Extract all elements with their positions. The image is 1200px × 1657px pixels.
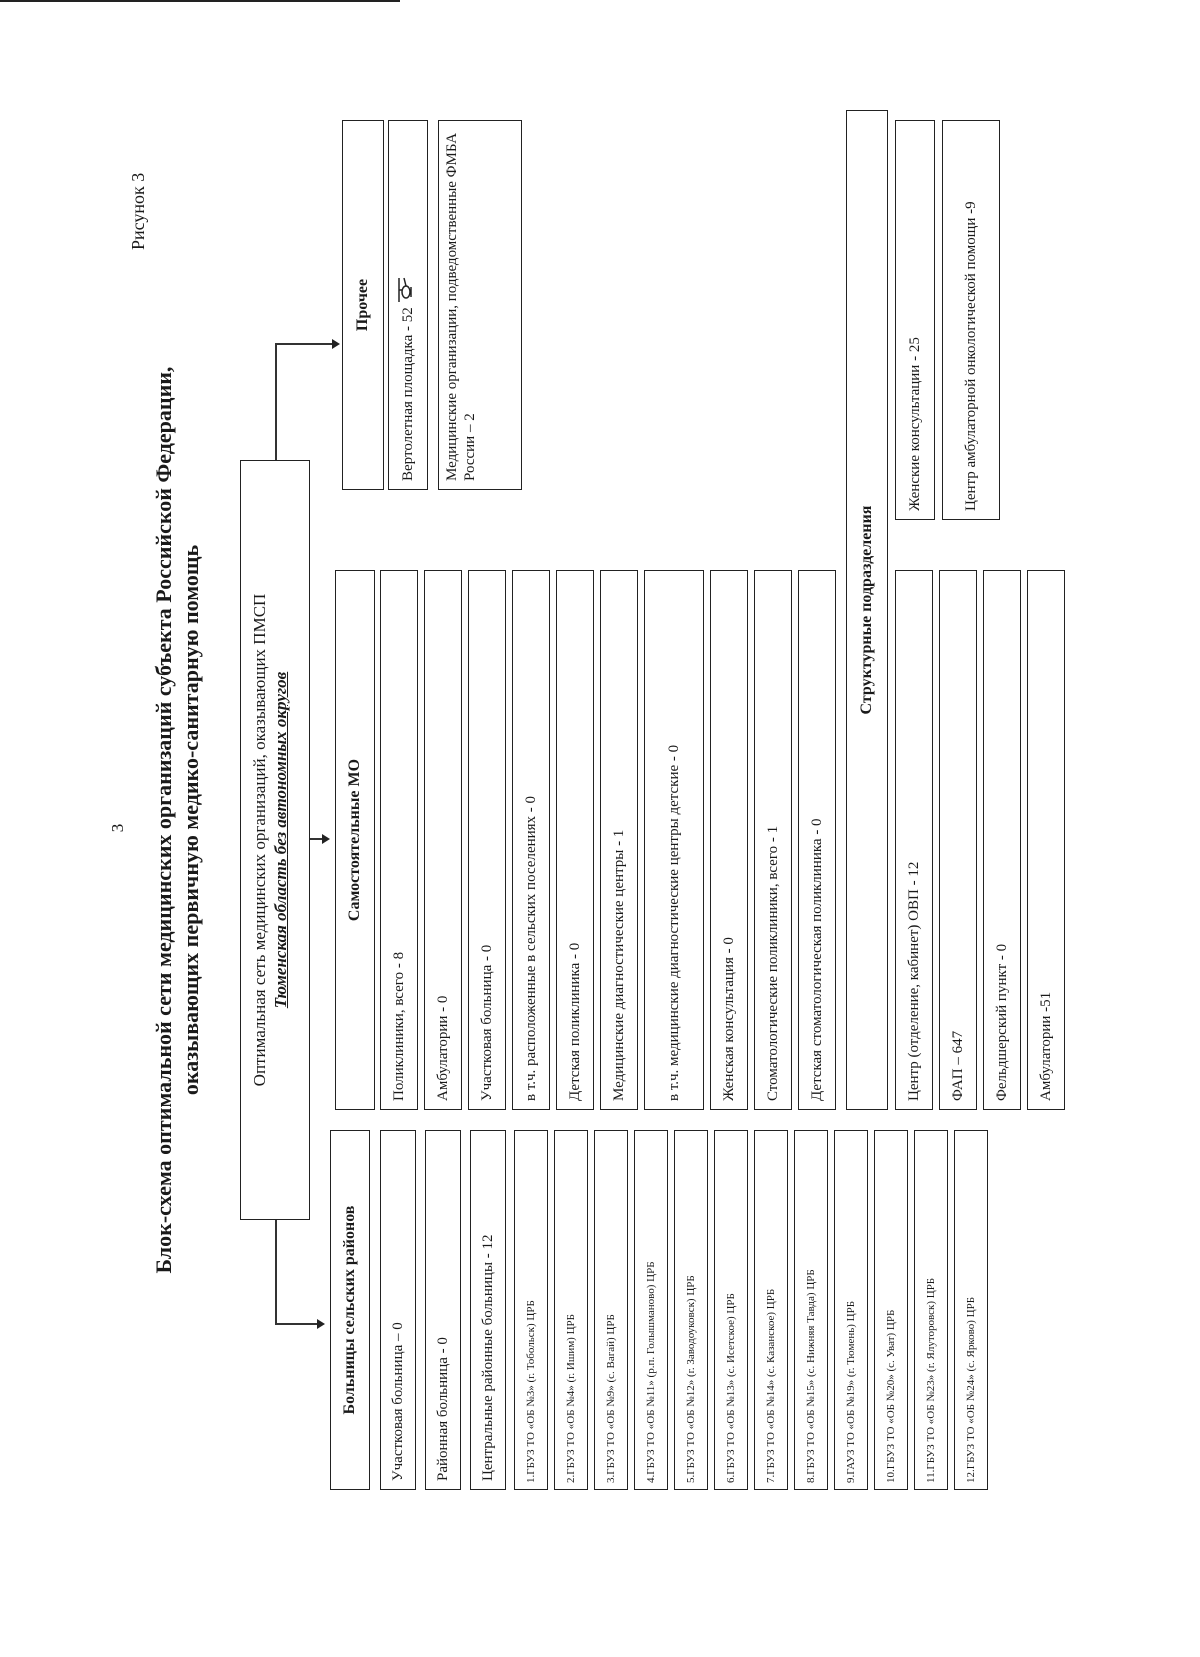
col1-item: Районная больница - 0 — [425, 1130, 461, 1490]
col3-struct-item: Женские консультации - 25 — [895, 120, 935, 520]
col2-item: Детская стоматологическая поликлиника - 0 — [798, 570, 836, 1110]
crb-item: 5.ГБУЗ ТО «ОБ №12» (г. Заводоуковск) ЦРБ — [674, 1130, 708, 1490]
crb-item: 2.ГБУЗ ТО «ОБ №4» (г. Ишим) ЦРБ — [554, 1130, 588, 1490]
heliport-label: Вертолетная площадка - 52 — [400, 307, 416, 481]
crb-item: 6.ГБУЗ ТО «ОБ №13» (с. Исетское) ЦРБ — [714, 1130, 748, 1490]
connector-left-v — [275, 1324, 320, 1326]
crb-item: 4.ГБУЗ ТО «ОБ №11» (р.п. Голышманово) ЦРБ — [634, 1130, 668, 1490]
root-region: Тюменская область — [271, 858, 290, 1009]
page-number: 3 — [108, 823, 127, 833]
col2-header: Самостоятельные МО — [335, 570, 375, 1110]
root-region-qualifier: без автономных округов — [271, 671, 290, 855]
arrow-col1 — [317, 1319, 325, 1329]
helicopter-icon — [397, 277, 419, 303]
crb-item: 10.ГБУЗ ТО «ОБ №20» (с. Уват) ЦРБ — [874, 1130, 908, 1490]
figure-label: Рисунок 3 — [128, 172, 148, 250]
top-rule — [0, 0, 400, 2]
crb-item: 9.ГАУЗ ТО «ОБ №19» (г. Тюмень) ЦРБ — [834, 1130, 868, 1490]
struct-header: Структурные подразделения — [846, 110, 888, 1110]
col2-item: в т.ч. медицинские диагностические центры детские - 0 — [644, 570, 704, 1110]
struct-item: ФАП – 647 — [939, 570, 977, 1110]
col2-item: Женская консультация - 0 — [710, 570, 748, 1110]
crb-item: 3.ГБУЗ ТО «ОБ №9» (с. Вагай) ЦРБ — [594, 1130, 628, 1490]
col2-item: Поликлиники, всего - 8 — [380, 570, 418, 1110]
diagram-title — [150, 150, 204, 1490]
connector-right-h — [275, 345, 277, 460]
title-line-1: Блок-схема оптимальной сети медицинских организаций субъекта Российской Федерации, — [151, 366, 176, 1274]
col2-item: в т.ч. расположенные в сельских поселениях - 0 — [512, 570, 550, 1110]
crb-item: 1.ГБУЗ ТО «ОБ №3» (г. Тобольск) ЦРБ — [514, 1130, 548, 1490]
struct-item: Амбулатории -51 — [1027, 570, 1065, 1110]
col2-item: Стоматологические поликлиники, всего - 1 — [754, 570, 792, 1110]
title-line-2: оказывающих первичную медико-санитарную помощь — [178, 544, 203, 1096]
col3-header: Прочее — [342, 120, 384, 490]
crb-item: 8.ГБУЗ ТО «ОБ №15» (с. Нижняя Тавда) ЦРБ — [794, 1130, 828, 1490]
crb-item: 11.ГБУЗ ТО «ОБ №23» (г. Ялуторовск) ЦРБ — [914, 1130, 948, 1490]
col2-item: Медицинские диагностические центры - 1 — [600, 570, 638, 1110]
diagram-canvas — [120, 90, 1180, 1530]
col2-item: Участковая больница - 0 — [468, 570, 506, 1110]
connector-left-h — [275, 1220, 277, 1325]
col2-item: Детская поликлиника - 0 — [556, 570, 594, 1110]
col3-item — [388, 120, 428, 490]
col2-item: Амбулатории - 0 — [424, 570, 462, 1110]
struct-item: Центр (отделение, кабинет) ОВП - 12 — [895, 570, 933, 1110]
col3-struct-item: Центр амбулаторной онкологической помощи -9 — [942, 120, 1000, 520]
root-box — [240, 460, 310, 1220]
root-line-1: Оптимальная сеть медицинских организаций, оказывающих ПМСП — [250, 593, 269, 1087]
arrow-col3 — [332, 339, 340, 349]
col1-item: Центральные районные больницы - 12 — [470, 1130, 506, 1490]
crb-item: 7.ГБУЗ ТО «ОБ №14» (с. Казанское) ЦРБ — [754, 1130, 788, 1490]
col3-item: Медицинские организации, подведомственные ФМБА России – 2 — [438, 120, 522, 490]
root-line-2 — [270, 461, 291, 1219]
arrow-col2 — [322, 834, 330, 844]
col1-item: Участковая больница – 0 — [380, 1130, 416, 1490]
col1-header: Больницы сельских районов — [330, 1130, 370, 1490]
connector-right-v — [275, 344, 335, 346]
crb-item: 12.ГБУЗ ТО «ОБ №24» (с. Ярково) ЦРБ — [954, 1130, 988, 1490]
struct-item: Фельдшерский пункт - 0 — [983, 570, 1021, 1110]
